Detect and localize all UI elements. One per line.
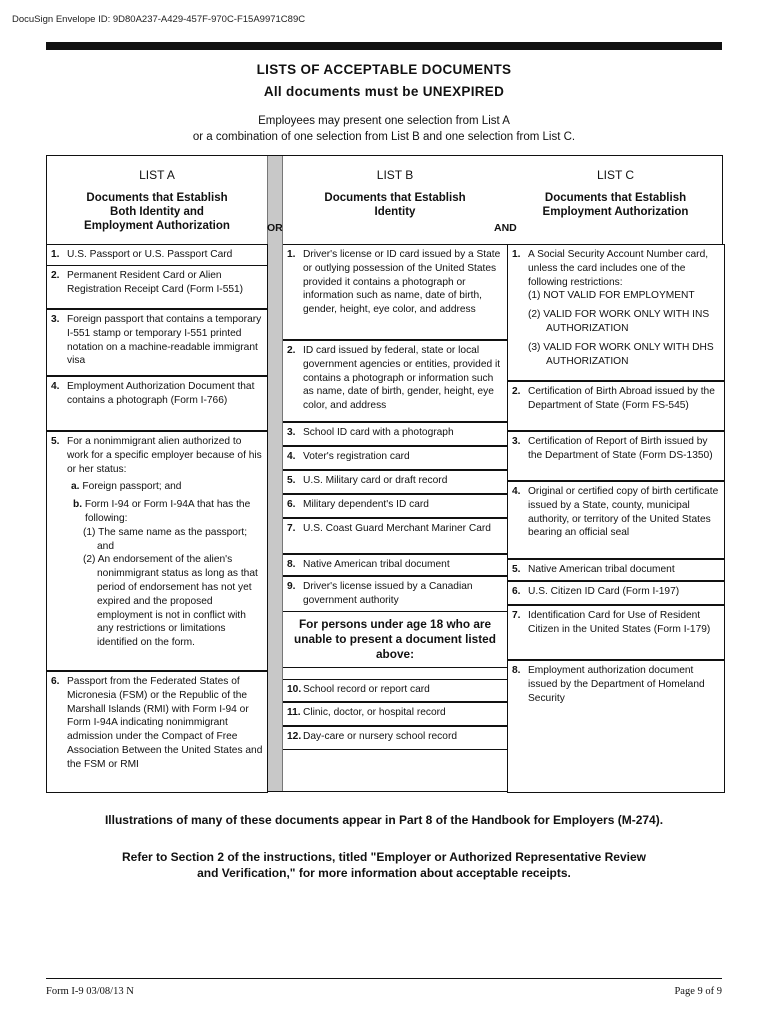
intro-line-1: Employees may present one selection from List A — [258, 115, 510, 127]
intro-line-2: or a combination of one selection from List B and one selection from List C. — [192, 131, 576, 143]
bottom-rule — [46, 978, 722, 979]
list-c-item-7: 7. Identification Card for Use of Resident Citizen in the United States (Form I-179) — [507, 605, 725, 660]
list-a-item-2: 2. Permanent Resident Card or Alien Registration Receipt Card (Form I-551) — [46, 265, 268, 309]
list-c-header — [507, 168, 724, 219]
list-b-item-8: 8. Native American tribal document — [283, 554, 508, 576]
list-a-item-4: 4. Employment Authorization Document that contains a photograph (Form I-766) — [46, 376, 268, 431]
list-b-item-11: 11. Clinic, doctor, or hospital record — [283, 702, 508, 726]
page-title: LISTS OF ACCEPTABLE DOCUMENTS — [256, 62, 512, 77]
documents-table — [46, 155, 723, 792]
list-c-item-8: 8. Employment authorization document issued by the Department of Homeland Security — [507, 660, 725, 793]
list-b-name: LIST B — [376, 168, 414, 182]
list-b-item-9: 9. Driver's license issued by a Canadian government authority — [283, 576, 508, 612]
list-c-heading: Documents that Establish Employment Authorization — [542, 192, 689, 218]
list-b-item-4: 4. Voter's registration card — [283, 446, 508, 470]
list-b-item-10: 10. School record or report card — [283, 679, 508, 702]
list-b-item-2: 2. ID card issued by federal, state or local government agencies or entities, provided it contains a photograph or information such as name, date of birth, gender, height, eye color, and address — [283, 340, 508, 422]
page-number: Page 9 of 9 — [674, 986, 722, 997]
list-a-item-1: 1. U.S. Passport or U.S. Passport Card — [46, 244, 268, 266]
list-b-item-1: 1. Driver's license or ID card issued by a State or outlying possession of the United States provided it contains a photograph or information such as name, date of birth, gender, height, eye color, and address — [283, 244, 508, 340]
list-c-item-2: 2. Certification of Birth Abroad issued by the Department of State (Form FS-545) — [507, 381, 725, 431]
list-c-item-3: 3. Certification of Report of Birth issued by the Department of State (Form DS-1350) — [507, 431, 725, 481]
under-18-heading: For persons under age 18 who are unable to present a document listed above: — [283, 611, 507, 668]
list-a-item-3: 3. Foreign passport that contains a temporary I-551 stamp or temporary I-551 printed notation on a machine-readable immigrant visa — [46, 309, 268, 376]
list-c-item-5: 5. Native American tribal document — [507, 559, 725, 581]
page-subtitle: All documents must be UNEXPIRED — [263, 84, 505, 99]
list-c-item-4: 4. Original or certified copy of birth certificate issued by a State, county, municipal authority, or territory of the United States bearing an official seal — [507, 481, 725, 559]
or-separator-band — [267, 156, 283, 791]
list-a-header — [47, 168, 267, 233]
instructions-note-line-2: and Verification," for more information about acceptable receipts. — [197, 866, 571, 880]
instructions-note-line-1: Refer to Section 2 of the instructions, titled "Employer or Authorized Representative Review — [121, 850, 646, 864]
list-a-name: LIST A — [139, 168, 175, 182]
top-rule — [46, 42, 722, 50]
list-b-item-12: 12. Day-care or nursery school record — [283, 726, 508, 750]
list-a-heading: Documents that Establish Both Identity and Employment Authorization — [84, 192, 230, 232]
list-b-item-5: 5. U.S. Military card or draft record — [283, 470, 508, 494]
list-b-heading: Documents that Establish Identity — [324, 192, 466, 218]
list-b-header — [283, 168, 507, 219]
list-c-item-1: 1. A Social Security Account Number card, unless the card includes one of the following restrictions: (1) NOT VALID FOR EMPLOYMENT (2) VALID FOR WORK ONLY WITH INS AUTHORIZATION (3) VALID FOR WORK ONLY WITH DHS AUTHORIZATION — [507, 244, 725, 381]
list-c-name: LIST C — [596, 168, 635, 182]
and-label: AND — [494, 222, 517, 234]
list-b-item-3: 3. School ID card with a photograph — [283, 422, 508, 446]
list-b-item-6: 6. Military dependent's ID card — [283, 494, 508, 518]
list-b-item-7: 7. U.S. Coast Guard Merchant Mariner Card — [283, 518, 508, 554]
handbook-note: Illustrations of many of these documents appear in Part 8 of the Handbook for Employers (M-274). — [104, 813, 664, 827]
list-a-item-6: 6. Passport from the Federated States of Micronesia (FSM) or the Republic of the Marshall Islands (RMI) with Form I-94 or Form I-94A indicating nonimmigrant admission under the Compact of Free Association Between the United States and the FSM or RMI — [46, 671, 268, 793]
envelope-id: DocuSign Envelope ID: 9D80A237-A429-457F-970C-F15A9971C89C — [12, 14, 306, 25]
or-label: OR — [267, 222, 283, 234]
list-c-item-6: 6. U.S. Citizen ID Card (Form I-197) — [507, 581, 725, 605]
form-id: Form I-9 03/08/13 N — [46, 986, 134, 997]
list-a-item-5: 5. For a nonimmigrant alien authorized to work for a specific employer because of his or her status: a. Foreign passport; and b. Form I-94 or Form I-94A that has the following: (1) The same name as the passport; and (2) An endorsement of the alien's nonimmigrant status as long as that period of endorsement has not yet expired and the proposed employment is not in conflict with any restrictions or limitations identified on the form. — [46, 431, 268, 671]
